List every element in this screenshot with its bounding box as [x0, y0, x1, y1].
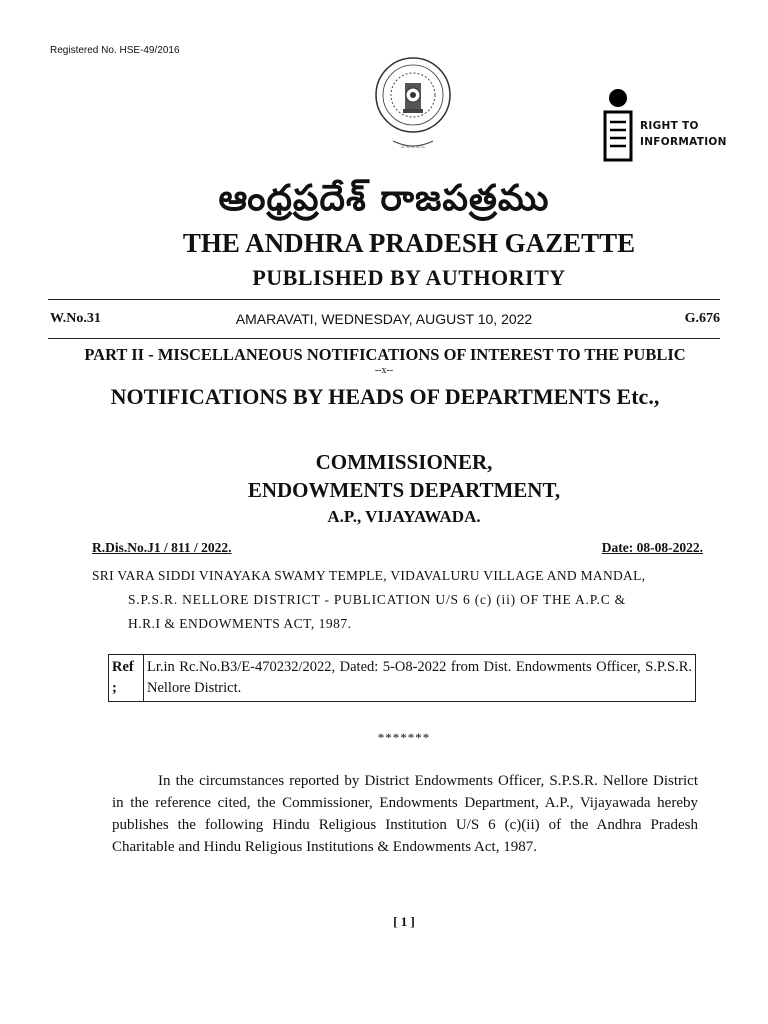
registration-number: Registered No. HSE-49/2016 [50, 45, 180, 56]
rdis-number: R.Dis.No.J1 / 811 / 2022. [92, 540, 232, 555]
reference-label: Ref ; [109, 655, 144, 702]
issue-place-date: AMARAVATI, WEDNESDAY, AUGUST 10, 2022 [235, 311, 533, 327]
section-heading: NOTIFICATIONS BY HEADS OF DEPARTMENTS Etc., [110, 384, 660, 409]
gazette-subtitle: PUBLISHED BY AUTHORITY [252, 265, 566, 290]
issue-number: W.No.31 [50, 311, 101, 326]
rti-line-2: INFORMATION [640, 136, 727, 148]
separator: --x-- [374, 365, 394, 376]
svg-text:~~~~~: ~~~~~ [400, 144, 426, 151]
page-number: [ 1 ] [393, 914, 415, 929]
body-paragraph-text: In the circumstances reported by District Endowments Officer, S.P.S.R. Nellore District in the reference cited, the Commissioner, Endowments Department, A.P., Vijayawada hereby publishes the following Hindu Religious Institution U/S 6 (c)(ii) of the Andhra Pradesh Charitable and Hindu Religious Institutions & Endowments Act, 1987. [112, 773, 698, 855]
authority-line-1: COMMISSIONER, [315, 450, 493, 474]
andhra-pradesh-state-emblem-icon [373, 55, 453, 155]
telugu-masthead: ఆంధ్రప్రదేశ్ రాజపత్రము [218, 178, 550, 219]
reference-box [108, 654, 696, 702]
subject-line-3: H.R.I & ENDOWMENTS ACT, 1987. [128, 616, 352, 631]
part-heading: PART II - MISCELLANEOUS NOTIFICATIONS OF INTEREST TO THE PUBLIC [84, 345, 686, 364]
right-to-information-logo-icon [600, 88, 636, 163]
rti-line-1: RIGHT TO [640, 120, 699, 132]
header-rule-top [48, 299, 720, 300]
gazette-title: THE ANDHRA PRADESH GAZETTE [182, 228, 636, 258]
body-paragraph [112, 770, 698, 858]
header-rule-bottom [48, 338, 720, 339]
authority-line-2: ENDOWMENTS DEPARTMENT, [247, 478, 561, 502]
reference-text: Lr.in Rc.No.B3/E-470232/2022, Dated: 5-O8-2022 from Dist. Endowments Officer, S.P.S.R. Nellore District. [144, 655, 696, 702]
right-to-information-logo [600, 88, 730, 163]
gazette-number: G.676 [684, 311, 720, 326]
authority-line-3: A.P., VIJAYAWADA. [327, 507, 481, 526]
subject-line-2: S.P.S.R. NELLORE DISTRICT - PUBLICATION U/S 6 (c) (ii) OF THE A.P.C & [128, 592, 626, 607]
order-date: Date: 08-08-2022. [601, 540, 703, 555]
subject-line-1: SRI VARA SIDDI VINAYAKA SWAMY TEMPLE, VIDAVALURU VILLAGE AND MANDAL, [92, 568, 646, 583]
stars-divider: ******* [377, 730, 431, 745]
